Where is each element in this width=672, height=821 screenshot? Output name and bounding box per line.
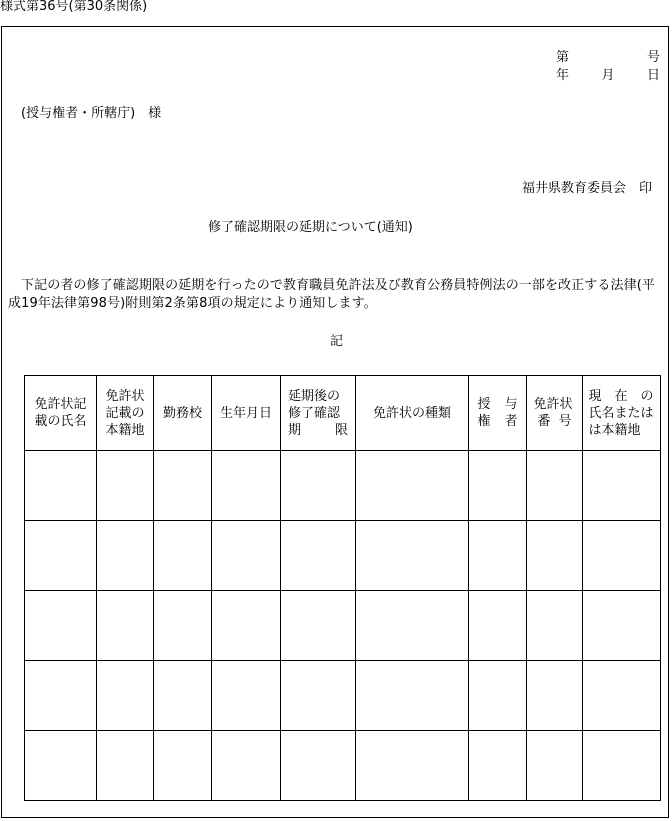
table-cell[interactable] — [212, 521, 281, 591]
table-row — [25, 731, 661, 801]
header-grantor — [469, 376, 527, 451]
table-cell[interactable] — [25, 591, 97, 661]
table-cell[interactable] — [97, 661, 154, 731]
table-cell[interactable] — [212, 731, 281, 801]
document-title: 修了確認期限の延期について(通知) — [208, 220, 413, 235]
header-license-type: 免許状の種類 — [356, 376, 469, 451]
header-current-line1: 現 在 の — [588, 388, 654, 404]
header-name — [25, 376, 97, 451]
table-cell[interactable] — [527, 521, 583, 591]
header-deadline-line1: 延期後の — [288, 388, 341, 404]
table-cell[interactable] — [97, 521, 154, 591]
table-cell[interactable] — [469, 591, 527, 661]
header-workplace: 勤務校 — [154, 376, 212, 451]
table-row — [25, 661, 661, 731]
table-cell[interactable] — [154, 661, 212, 731]
table-cell[interactable] — [583, 661, 661, 731]
table-cell[interactable] — [212, 591, 281, 661]
header-name-line1: 免許状記 — [34, 397, 87, 412]
body-paragraph: 下記の者の修了確認期限の延期を行ったので教育職員免許法及び教育公務員特例法の一部を改正する法律(平成19年法律第98号)附則第2条第8項の規定により通知します。 — [8, 278, 655, 311]
table-body — [25, 451, 661, 801]
table-cell[interactable] — [527, 591, 583, 661]
table-cell[interactable] — [469, 451, 527, 521]
table-cell[interactable] — [469, 521, 527, 591]
table-cell[interactable] — [583, 521, 661, 591]
header-deadline — [281, 376, 356, 451]
table-cell[interactable] — [97, 731, 154, 801]
header-deadline-char2: 限 — [334, 422, 348, 438]
document-number-prefix: 第 — [556, 50, 570, 65]
header-grantor-line1 — [478, 396, 518, 413]
table-cell[interactable] — [356, 521, 469, 591]
table-cell[interactable] — [356, 731, 469, 801]
table-cell[interactable] — [154, 591, 212, 661]
table-cell[interactable] — [469, 661, 527, 731]
header-deadline-line3 — [288, 422, 348, 439]
table-cell[interactable] — [281, 591, 356, 661]
document-number-suffix: 号 — [646, 50, 660, 65]
addressee: (授与権者・所轄庁) 様 — [21, 106, 162, 121]
date-year-label: 年 — [556, 68, 570, 83]
table-row — [25, 591, 661, 661]
document-frame — [1, 26, 669, 818]
table-cell[interactable] — [25, 661, 97, 731]
table-row — [25, 521, 661, 591]
header-license-number-char1: 番 — [537, 414, 551, 429]
table-cell[interactable] — [469, 731, 527, 801]
header-deadline-line2: 修了確認 — [288, 405, 341, 421]
header-deadline-char1: 期 — [288, 422, 302, 438]
table-cell[interactable] — [356, 591, 469, 661]
table-cell[interactable] — [154, 451, 212, 521]
document-date-line — [556, 68, 660, 84]
header-name-line2: 載の氏名 — [34, 414, 87, 429]
table-cell[interactable] — [356, 451, 469, 521]
table-header-row — [25, 376, 661, 451]
header-current — [583, 376, 661, 451]
header-current-line3: は本籍地 — [588, 422, 641, 438]
table-cell[interactable] — [583, 591, 661, 661]
header-domicile-line3: 本籍地 — [105, 422, 145, 438]
table-cell[interactable] — [97, 451, 154, 521]
table-cell[interactable] — [25, 521, 97, 591]
table-cell[interactable] — [527, 451, 583, 521]
header-current-line2: 氏名または — [588, 405, 654, 421]
header-birthdate: 生年月日 — [212, 376, 281, 451]
header-grantor-char1: 授 — [477, 397, 491, 412]
table-cell[interactable] — [154, 521, 212, 591]
header-grantor-char4: 者 — [504, 414, 518, 429]
header-license-number-char2: 号 — [558, 414, 572, 429]
issuer: 福井県教育委員会 印 — [521, 181, 652, 196]
table-cell[interactable] — [281, 731, 356, 801]
header-grantor-line2 — [478, 413, 518, 430]
header-license-number-line2 — [534, 413, 576, 430]
ki-label: 記 — [330, 334, 344, 349]
form-label: 様式第36号(第30条関係) — [0, 0, 148, 14]
document-number-line — [556, 50, 660, 66]
header-license-number — [527, 376, 583, 451]
table-cell[interactable] — [281, 661, 356, 731]
header-domicile-line2: 記載の — [105, 405, 145, 421]
header-domicile-line1: 免許状 — [105, 388, 145, 404]
date-day-label: 日 — [646, 68, 660, 83]
table-cell[interactable] — [25, 731, 97, 801]
table-cell[interactable] — [583, 731, 661, 801]
header-license-number-line1: 免許状 — [533, 397, 573, 412]
table-cell[interactable] — [97, 591, 154, 661]
register-table — [24, 375, 661, 801]
table-cell[interactable] — [154, 731, 212, 801]
table-cell[interactable] — [583, 451, 661, 521]
header-grantor-char2: 与 — [504, 397, 518, 412]
table-cell[interactable] — [356, 661, 469, 731]
table-cell[interactable] — [212, 451, 281, 521]
table-cell[interactable] — [281, 451, 356, 521]
table-row — [25, 451, 661, 521]
table-cell[interactable] — [527, 661, 583, 731]
table-cell[interactable] — [25, 451, 97, 521]
table-cell[interactable] — [212, 661, 281, 731]
header-domicile — [97, 376, 154, 451]
table-cell[interactable] — [281, 521, 356, 591]
date-month-label: 月 — [601, 68, 615, 83]
table-cell[interactable] — [527, 731, 583, 801]
header-grantor-char3: 権 — [477, 414, 491, 429]
